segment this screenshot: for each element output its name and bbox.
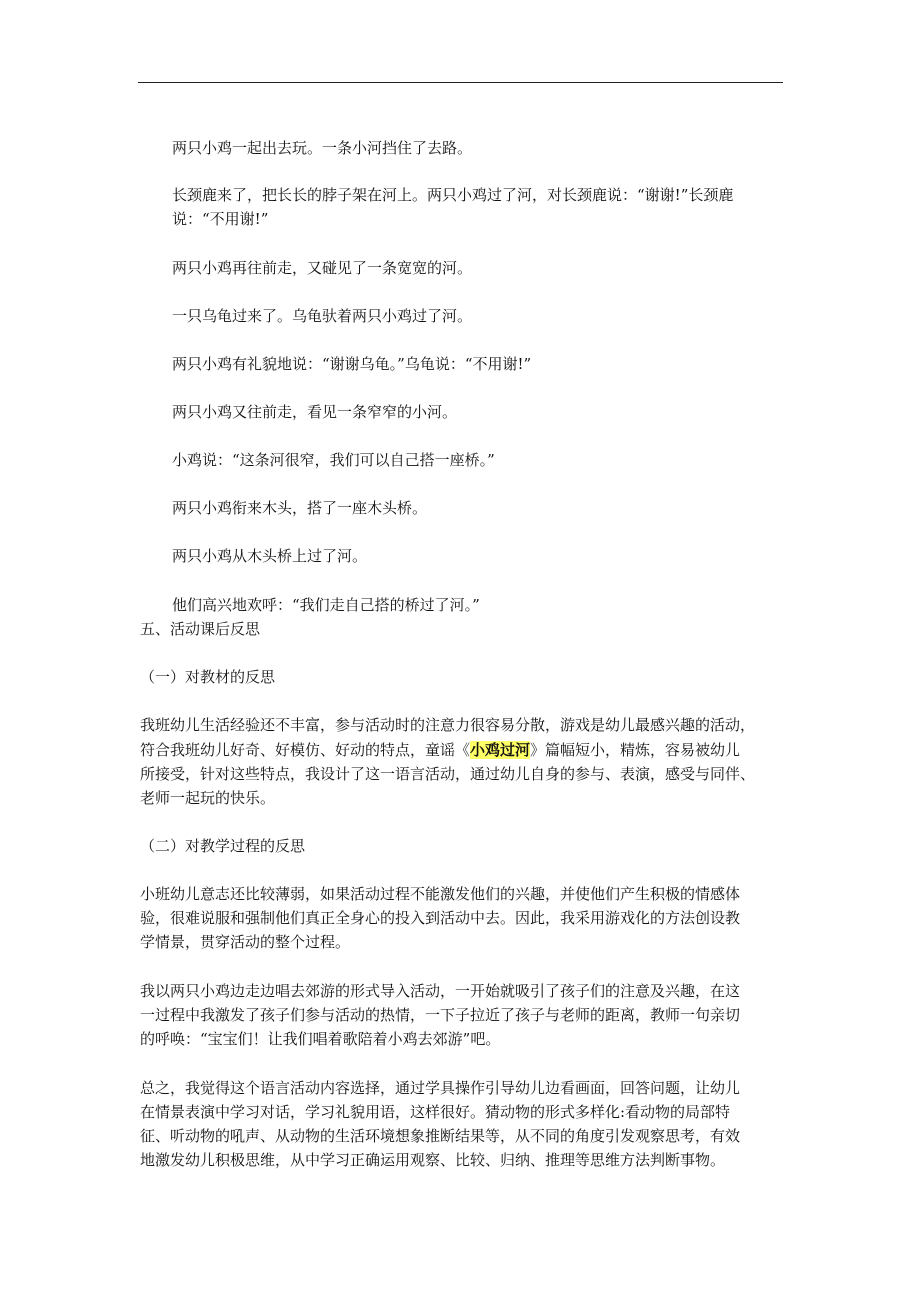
story-line: 长颈鹿来了，把长长的脖子架在河上。两只小鸡过了河，对长颈鹿说：“谢谢!”长颈鹿 bbox=[172, 186, 734, 204]
paragraph-line: 我以两只小鸡边走边唱去郊游的形式导入活动，一开始就吸引了孩子们的注意及兴趣，在这 bbox=[140, 982, 741, 1000]
story-line: 两只小鸡衔来木头，搭了一座木头桥。 bbox=[172, 499, 428, 517]
text-run: 》篇幅短小，精炼，容易被幼儿 bbox=[530, 741, 741, 759]
subsection-heading: （二）对教学过程的反思 bbox=[140, 837, 306, 855]
story-line: 两只小鸡从木头桥上过了河。 bbox=[172, 547, 368, 565]
paragraph-line: 一过程中我激发了孩子们参与活动的热情，一下子拉近了孩子与老师的距离，教师一句亲切 bbox=[140, 1006, 741, 1024]
paragraph-line: 老师一起玩的快乐。 bbox=[140, 789, 276, 807]
paragraph-line: 学情景，贯穿活动的整个过程。 bbox=[140, 933, 351, 951]
highlighted-title: 小鸡过河 bbox=[470, 741, 531, 759]
section-heading: 五、活动课后反思 bbox=[140, 620, 261, 638]
header-rule bbox=[138, 82, 783, 83]
paragraph-line: 总之，我觉得这个语言活动内容选择，通过学具操作引导幼儿边看画面，回答问题，让幼儿 bbox=[140, 1079, 741, 1097]
story-line: 说：“不用谢!” bbox=[172, 210, 269, 228]
paragraph-line bbox=[140, 738, 740, 762]
paragraph-line: 所接受，针对这些特点，我设计了这一语言活动，通过幼儿自身的参与、表演，感受与同伴、 bbox=[140, 765, 756, 783]
paragraph-line: 验，很难说服和强制他们真正全身心的投入到活动中去。因此，我采用游戏化的方法创设教 bbox=[140, 909, 741, 927]
story-line: 两只小鸡有礼貌地说：“谢谢乌龟。”乌龟说：“不用谢!” bbox=[172, 355, 532, 373]
story-line: 两只小鸡一起出去玩。一条小河挡住了去路。 bbox=[172, 139, 473, 157]
story-line: 一只乌龟过来了。乌龟驮着两只小鸡过了河。 bbox=[172, 307, 473, 325]
paragraph-line: 小班幼儿意志还比较薄弱，如果活动过程不能激发他们的兴趣，并使他们产生积极的情感体 bbox=[140, 885, 741, 903]
subsection-heading: （一）对教材的反思 bbox=[140, 668, 276, 686]
story-line: 小鸡说：“这条河很窄，我们可以自己搭一座桥。” bbox=[172, 451, 495, 469]
paragraph-line: 我班幼儿生活经验还不丰富，参与活动时的注意力很容易分散，游戏是幼儿最感兴趣的活动， bbox=[140, 716, 756, 734]
paragraph-line: 的呼唤：“宝宝们！让我们唱着歌陪着小鸡去郊游”吧。 bbox=[140, 1030, 501, 1048]
text-run: 符合我班幼儿好奇、好模仿、好动的特点，童谣《 bbox=[140, 741, 471, 759]
story-line: 两只小鸡又往前走，看见一条窄窄的小河。 bbox=[172, 403, 458, 421]
paragraph-line: 地激发幼儿积极思维，从中学习正确运用观察、比较、归纳、推理等思维方法判断事物。 bbox=[140, 1151, 726, 1169]
story-line: 他们高兴地欢呼：“我们走自己搭的桥过了河。” bbox=[172, 596, 480, 614]
story-line: 两只小鸡再往前走，又碰见了一条宽宽的河。 bbox=[172, 259, 473, 277]
paragraph-line: 在情景表演中学习对话，学习礼貌用语，这样很好。猜动物的形式多样化:看动物的局部特 bbox=[140, 1103, 731, 1121]
paragraph-line: 征、听动物的吼声、从动物的生活环境想象推断结果等，从不同的角度引发观察思考，有效 bbox=[140, 1127, 741, 1145]
